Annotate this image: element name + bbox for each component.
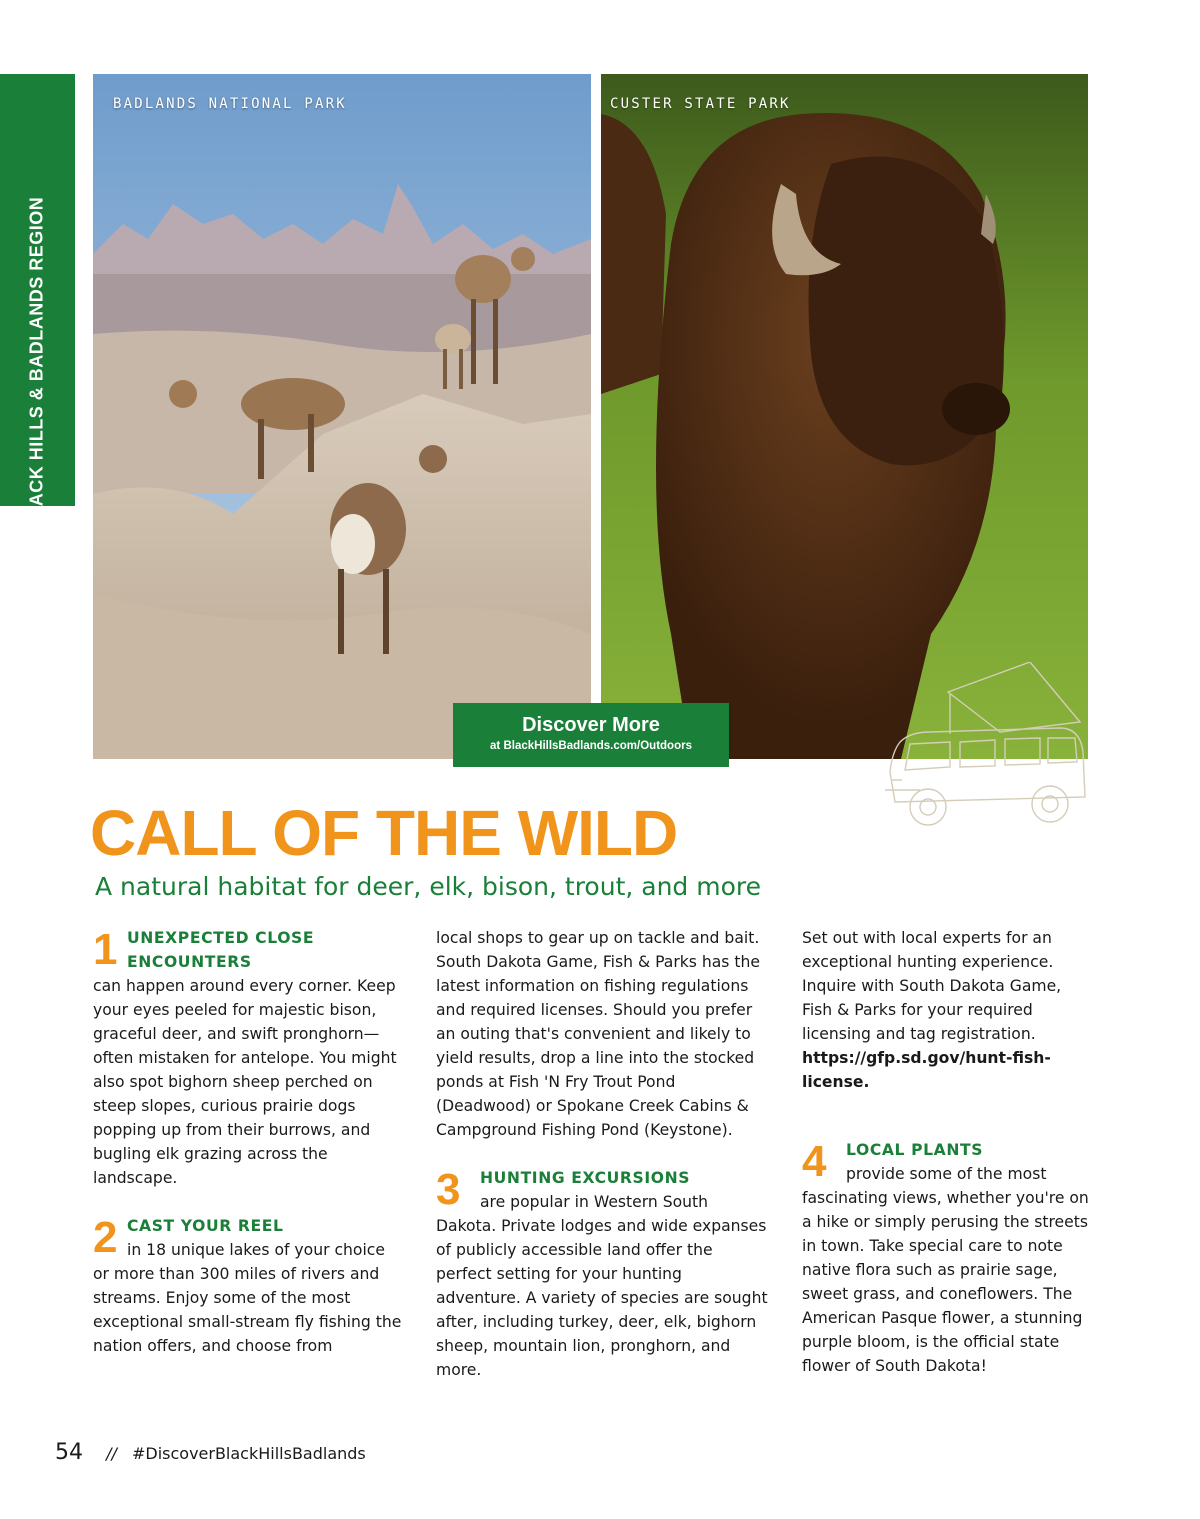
region-sidebar-tab — [0, 74, 75, 532]
section-3-title: HUNTING EXCURSIONS — [480, 1169, 691, 1187]
article-headline: CALL OF THE WILD — [90, 797, 678, 869]
section-3-lead: are popular in Western South — [480, 1193, 709, 1211]
section-4-body: fascinating views, whether you're on a hike or simply perusing the streets in town. Take special care to note native flora such as prairie sage, sweet grass, and coneflowers. The American Pasque flower, a stunning purple bloom, is the official state flower of South Dakota! — [802, 1189, 1089, 1375]
section-1-title-line2: ENCOUNTERS — [127, 953, 252, 971]
left-photo-caption: BADLANDS NATIONAL PARK — [113, 96, 347, 112]
section-3-header — [436, 1166, 770, 1214]
section-2-title: CAST YOUR REEL — [127, 1217, 284, 1235]
section-4-header — [802, 1138, 1094, 1186]
article-column-3 — [802, 926, 1094, 1378]
section-3-number: 3 — [436, 1165, 461, 1214]
bison-image — [601, 74, 1088, 759]
hunt-fish-license-link[interactable]: https://gfp.sd.gov/hunt-fish-license. — [802, 1049, 1051, 1091]
section-1-title: UNEXPECTED CLOSE — [127, 929, 315, 947]
section-2-lead: in 18 unique lakes of your choice — [127, 1241, 385, 1259]
footer-separator: // — [106, 1444, 117, 1463]
badlands-photo — [93, 74, 591, 759]
footer-hashtag: #DiscoverBlackHillsBadlands — [131, 1444, 366, 1463]
section-4-lead: provide some of the most — [846, 1165, 1047, 1183]
right-photo-caption: CUSTER STATE PARK — [610, 96, 791, 112]
article-column-1 — [93, 926, 405, 1358]
discover-more-button[interactable] — [453, 703, 729, 767]
custer-photo — [601, 74, 1088, 759]
cta-url: at BlackHillsBadlands.com/Outdoors — [490, 740, 692, 752]
article-subhead: A natural habitat for deer, elk, bison, trout, and more — [95, 872, 762, 901]
page-number: 54 — [55, 1440, 83, 1465]
cta-title: Discover More — [522, 714, 660, 736]
region-label: BLACK HILLS & BADLANDS REGION — [26, 196, 47, 532]
section-3-body-continued: Set out with local experts for an exceptional hunting experience. Inquire with South Dakota Game, Fish & Parks for your required licensing and tag registration. — [802, 929, 1062, 1043]
section-3-body: Dakota. Private lodges and wide expanses of publicly accessible land offer the perfect setting for your hunting adventure. A variety of species are sought after, including turkey, deer, elk, bighorn sheep, mountain lion, pronghorn, and more. — [436, 1217, 768, 1379]
bighorn-sheep-image — [93, 74, 591, 759]
section-1-number: 1 — [93, 925, 118, 974]
section-4-title: LOCAL PLANTS — [846, 1141, 984, 1159]
section-2-number: 2 — [93, 1213, 118, 1262]
page-footer — [55, 1440, 366, 1465]
section-1-body: can happen around every corner. Keep your eyes peeled for majestic bison, graceful deer, and swift pronghorn—often mistaken for antelope. You might also spot bighorn sheep perched on steep slopes, curious prairie dogs popping up from their burrows, and bugling elk grazing across the landscape. — [93, 977, 397, 1187]
section-1-header — [93, 926, 405, 974]
section-4-number: 4 — [802, 1137, 827, 1186]
section-2-body-continued: local shops to gear up on tackle and bait. South Dakota Game, Fish & Parks has the latest information on fishing regulations and required licenses. Should you prefer an outing that's convenient and likely to yield results, drop a line into the stocked ponds at Fish 'N Fry Trout Pond (Deadwood) or Spokane Creek Cabins & Campground Fishing Pond (Keystone). — [436, 929, 760, 1139]
section-2-header — [93, 1214, 405, 1262]
article-column-2 — [436, 926, 770, 1382]
section-2-body: or more than 300 miles of rivers and streams. Enjoy some of the most exceptional small-stream fly fishing the nation offers, and choose from — [93, 1265, 402, 1355]
van-illustration-icon — [880, 662, 1090, 837]
